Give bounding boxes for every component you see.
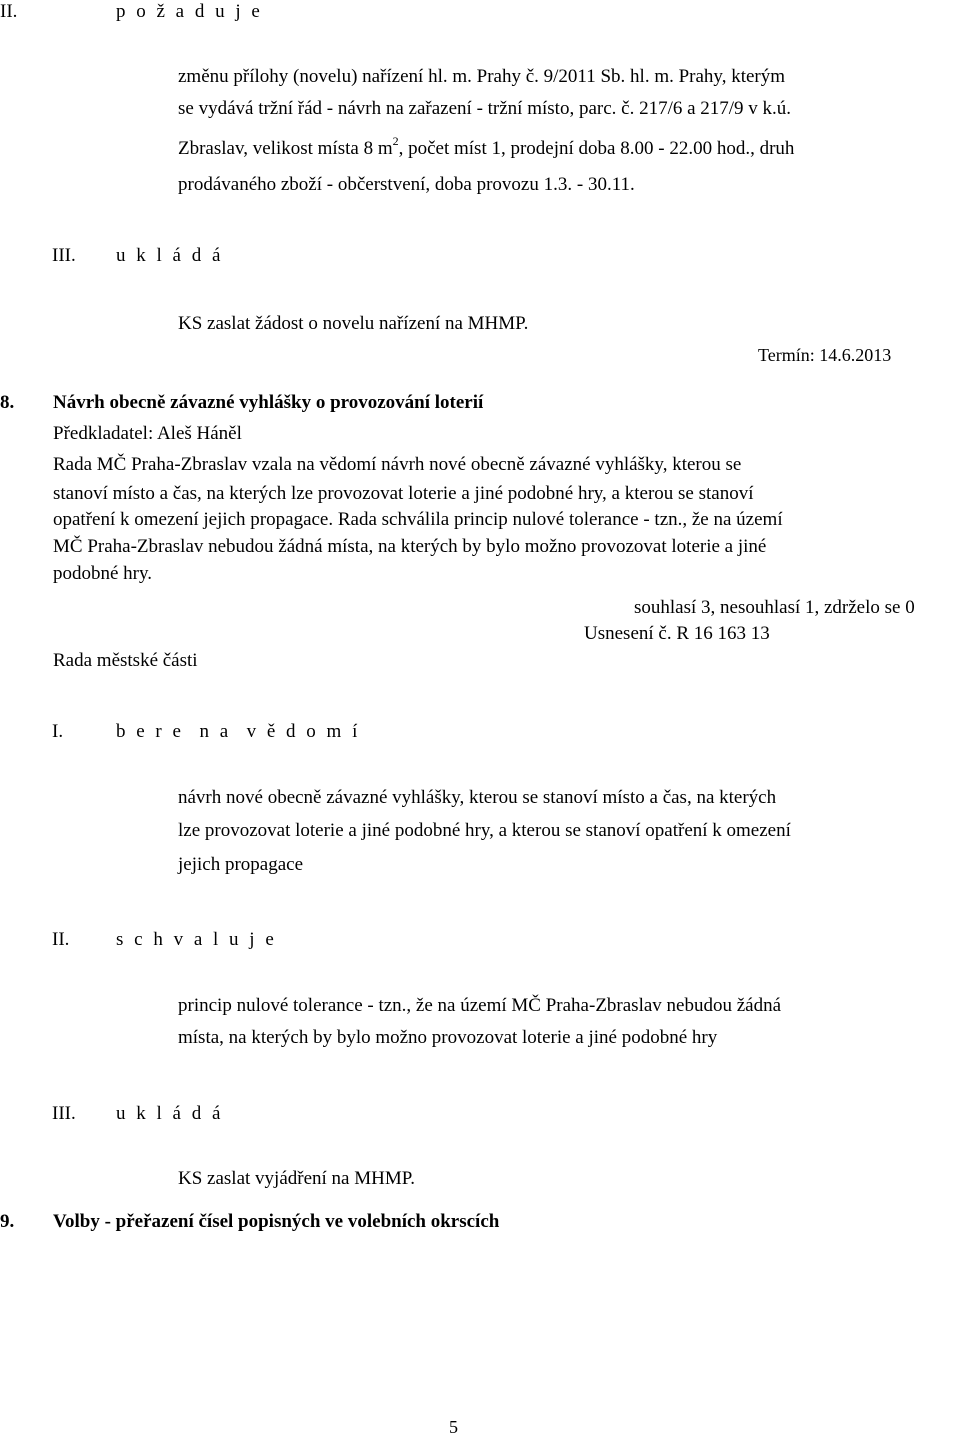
item-title: Volby - přeřazení čísel popisných ve volebních okrscích — [53, 1211, 500, 1232]
body-line: Rada MČ Praha-Zbraslav vzala na vědomí návrh nové obecně závazné vyhlášky, kterou se — [53, 454, 742, 475]
deadline: Termín: 14.6.2013 — [758, 345, 892, 365]
item-number: 8. — [0, 392, 15, 413]
task-text: KS zaslat žádost o novelu nařízení na MHMP. — [178, 313, 529, 334]
section-verb-schvaluje: s c h v a l u j e — [116, 929, 277, 950]
text-span: , počet míst 1, prodejní doba 8.00 - 22.00 hod., druh — [398, 138, 795, 159]
section-verb-bere-na-vedomi: b e r e n a v ě d o m í — [116, 721, 361, 742]
resolution-number: Usnesení č. R 16 163 13 — [584, 623, 770, 644]
page-number: 5 — [449, 1417, 458, 1437]
task-text: KS zaslat vyjádření na MHMP. — [178, 1168, 415, 1189]
paragraph-line — [178, 134, 795, 159]
superscript: 2 — [392, 134, 399, 148]
body-line: stanoví místo a čas, na kterých lze provozovat loterie a jiné podobné hry, a kterou se stanoví — [53, 483, 754, 504]
section-verb-uklada: u k l á d á — [116, 245, 224, 266]
item-number: 9. — [0, 1211, 15, 1232]
paragraph-line: návrh nové obecně závazné vyhlášky, kterou se stanoví místo a čas, na kterých — [178, 787, 777, 808]
vote-result: souhlasí 3, nesouhlasí 1, zdrželo se 0 — [634, 597, 915, 618]
section-roman-iii: III. — [52, 245, 76, 266]
submitter: Předkladatel: Aleš Háněl — [53, 423, 242, 444]
council-label: Rada městské části — [53, 650, 198, 671]
paragraph-line: se vydává tržní řád - návrh na zařazení - tržní místo, parc. č. 217/6 a 217/9 v k.ú. — [178, 98, 792, 119]
paragraph-line: jejich propagace — [178, 854, 304, 875]
paragraph-line: lze provozovat loterie a jiné podobné hry, a kterou se stanoví opatření k omezení — [178, 820, 791, 841]
paragraph-line: místa, na kterých by bylo možno provozovat loterie a jiné podobné hry — [178, 1027, 718, 1048]
paragraph-line: změnu přílohy (novelu) nařízení hl. m. Prahy č. 9/2011 Sb. hl. m. Prahy, kterým — [178, 66, 786, 87]
item-title: Návrh obecně závazné vyhlášky o provozování loterií — [53, 392, 484, 413]
section-roman-ii: II. — [52, 929, 70, 950]
section-roman-iii: III. — [52, 1103, 76, 1124]
body-line: podobné hry. — [53, 563, 153, 584]
paragraph-line: princip nulové tolerance - tzn., že na území MČ Praha-Zbraslav nebudou žádná — [178, 995, 782, 1016]
text-span: Zbraslav, velikost místa 8 m — [178, 138, 393, 159]
paragraph-line: prodávaného zboží - občerstvení, doba provozu 1.3. - 30.11. — [178, 174, 635, 195]
section-roman-ii: II. — [0, 1, 18, 22]
section-verb-uklada: u k l á d á — [116, 1103, 224, 1124]
section-roman-i: I. — [52, 721, 64, 742]
body-line: opatření k omezení jejich propagace. Rada schválila princip nulové tolerance - tzn., že na území — [53, 509, 783, 530]
body-line: MČ Praha-Zbraslav nebudou žádná místa, na kterých by bylo možno provozovat loterie a jiné — [53, 536, 767, 557]
section-verb-pozaduje: p o ž a d u j e — [116, 1, 263, 22]
